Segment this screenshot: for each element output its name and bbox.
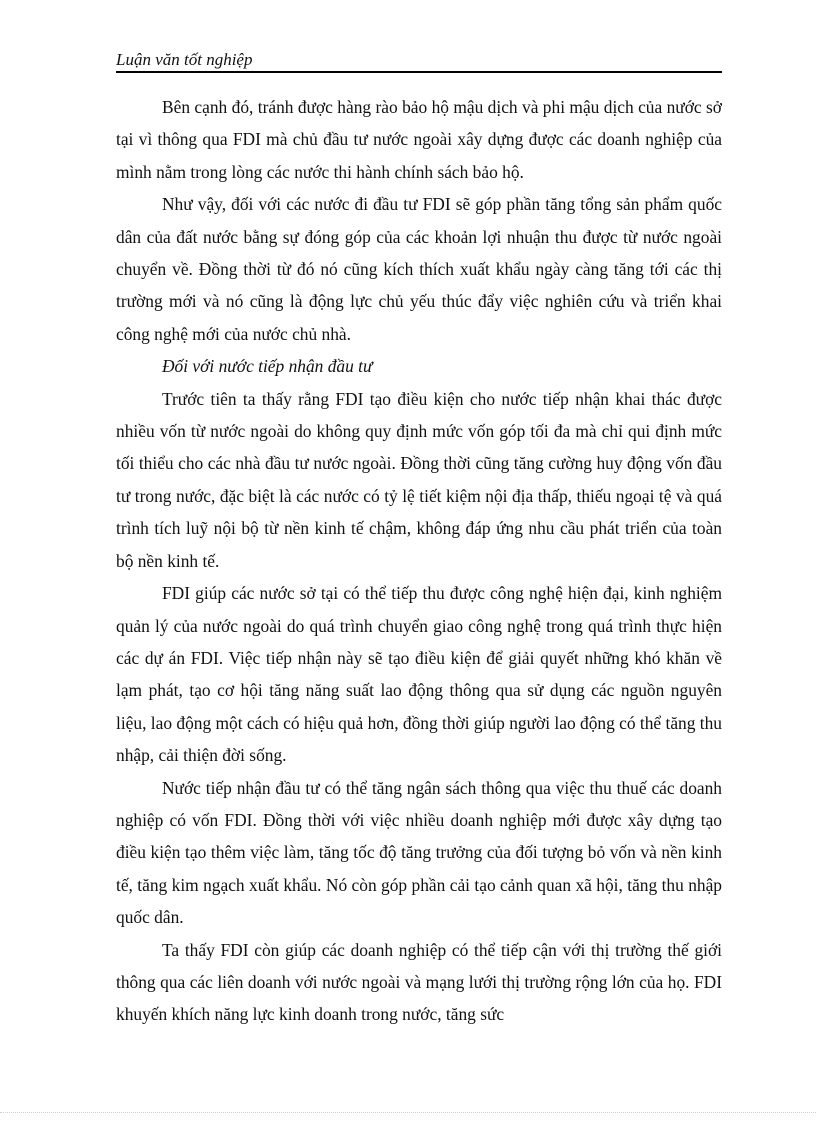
page-header — [116, 50, 722, 73]
paragraph: Bên cạnh đó, tránh được hàng rào bảo hộ mậu dịch và phi mậu dịch của nước sở tại vì thông qua FDI mà chủ đầu tư nước ngoài xây dựng được các doanh nghiệp của mình nằm trong lòng các nước thi hành chính sách bảo hộ. — [116, 97, 722, 182]
paragraph: Nước tiếp nhận đầu tư có thể tăng ngân sách thông qua việc thu thuế các doanh nghiệp có vốn FDI. Đồng thời với việc nhiều doanh nghiệp mới được xây dựng tạo điều kiện tạo thêm việc làm, tăng tốc độ tăng trưởng của đối tượng bỏ vốn và nền kinh tế, tăng kim ngạch xuất khẩu. Nó còn góp phần cải tạo cảnh quan xã hội, tăng thu nhập quốc dân. — [116, 777, 722, 928]
paragraph: FDI giúp các nước sở tại có thể tiếp thu được công nghệ hiện đại, kinh nghiệm quản lý của nước ngoài do quá trình chuyển giao công nghệ trong quá trình thực hiện các dự án FDI. Việc tiếp nhận này sẽ tạo điều kiện để giải quyết những khó khăn về lạm phát, tạo cơ hội tăng năng suất lao động thông qua sử dụng các nguồn nguyên liệu, lao động một cách có hiệu quả hơn, đồng thời giúp người lao động có thể tăng thu nhập, cải thiện đời sống. — [116, 583, 722, 766]
paragraph: Như vậy, đối với các nước đi đầu tư FDI sẽ góp phần tăng tổng sản phẩm quốc dân của đất nước bằng sự đóng góp của các khoản lợi nhuận thu được từ nước ngoài chuyển về. Đồng thời từ đó nó cũng kích thích xuất khẩu ngày càng tăng tới các thị trường mới và nó cũng là động lực chủ yếu thúc đẩy việc nghiên cứu và triển khai công nghệ mới của nước chủ nhà. — [116, 194, 722, 344]
page-bottom-divider — [0, 1112, 816, 1113]
paragraph: Trước tiên ta thấy rằng FDI tạo điều kiện cho nước tiếp nhận khai thác được nhiều vốn từ nước ngoài do không quy định mức vốn góp tối đa mà chỉ qui định mức tối thiểu cho các nhà đầu tư nước ngoài. Đồng thời cũng tăng cường huy động vốn đầu tư trong nước, đặc biệt là các nước có tỷ lệ tiết kiệm nội địa thấp, thiếu ngoại tệ và quá trình tích luỹ nội bộ từ nền kinh tế chậm, không đáp ứng nhu cầu phát triển của toàn bộ nền kinh tế. — [116, 388, 722, 571]
header-title: Luận văn tốt nghiệp — [116, 50, 253, 69]
paragraph: Ta thấy FDI còn giúp các doanh nghiệp có thể tiếp cận với thị trường thế giới thông qua các liên doanh với nước ngoài và mạng lưới thị trường rộng lớn của họ. FDI khuyến khích năng lực kinh doanh trong nước, tăng sức — [116, 939, 722, 1025]
section-subheading: Đối với nước tiếp nhận đầu tư — [162, 356, 373, 377]
document-body — [116, 91, 722, 1031]
